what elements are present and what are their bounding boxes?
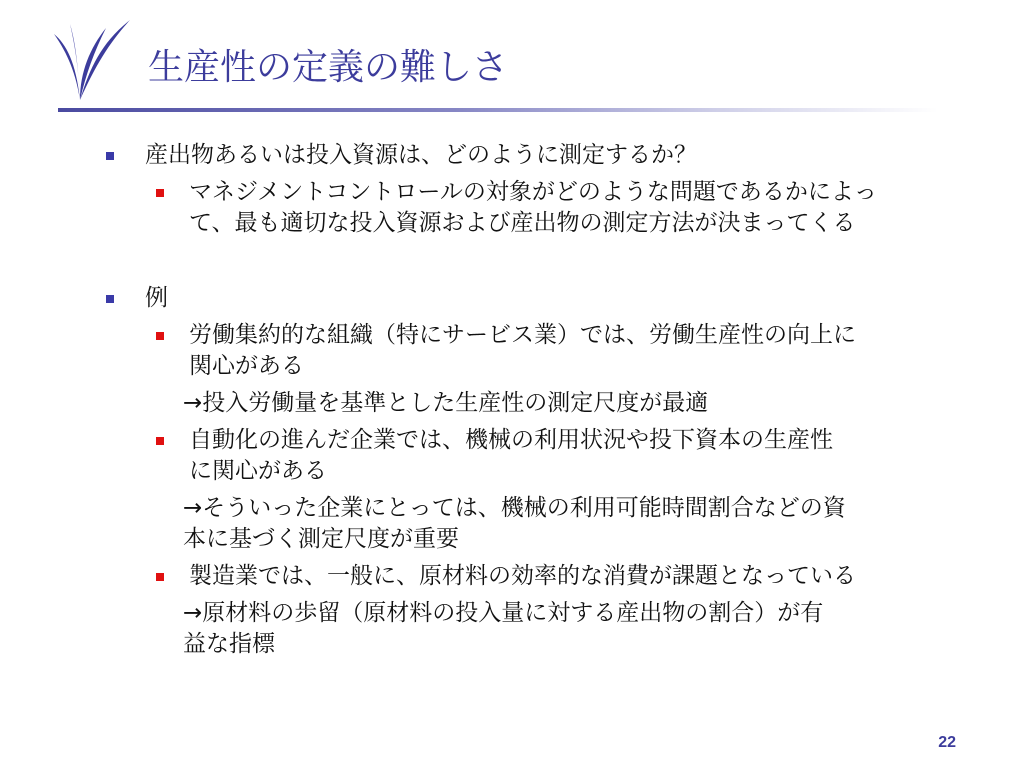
bullet-text-level3: →投入労働量を基準とした生産性の測定尺度が最適	[183, 390, 709, 416]
bullet-text-level2: て、最も適切な投入資源および産出物の測定方法が決まってくる	[189, 210, 856, 236]
bullet-text-level2: 製造業では、一般に、原材料の効率的な消費が課題となっている	[189, 563, 856, 589]
slide-title: 生産性の定義の難しさ	[148, 47, 509, 88]
page-number: 22	[938, 734, 956, 751]
bullet-marker-level1	[106, 295, 114, 303]
bullet-marker-level2	[156, 573, 164, 581]
bullet-marker-level2	[156, 332, 164, 340]
stylized-v-logo-icon	[50, 12, 136, 102]
bullet-text-level3: →そういった企業にとっては、機械の利用可能時間割合などの資	[183, 495, 846, 521]
bullet-text-level2: に関心がある	[189, 458, 327, 484]
bullet-text-level2: 関心がある	[189, 353, 304, 379]
bullet-marker-level2	[156, 189, 164, 197]
bullet-text-level2: 労働集約的な組織（特にサービス業）では、労働生産性の向上に	[189, 322, 856, 348]
bullet-text-level3: 本に基づく測定尺度が重要	[183, 526, 459, 552]
bullet-marker-level2	[156, 437, 164, 445]
bullet-marker-level1	[106, 152, 114, 160]
bullet-text-level2: マネジメントコントロールの対象がどのような問題であるかによっ	[189, 179, 877, 205]
bullet-text-level2: 自動化の進んだ企業では、機械の利用状況や投下資本の生産性	[189, 427, 833, 453]
bullet-text-level3: 益な指標	[183, 631, 275, 657]
bullet-text-level1: 産出物あるいは投入資源は、どのように測定するか？	[145, 142, 697, 168]
bullet-text-level3: →原材料の歩留（原材料の投入量に対する産出物の割合）が有	[183, 600, 824, 626]
bullet-text-level1: 例	[145, 285, 168, 311]
title-divider	[58, 108, 938, 112]
